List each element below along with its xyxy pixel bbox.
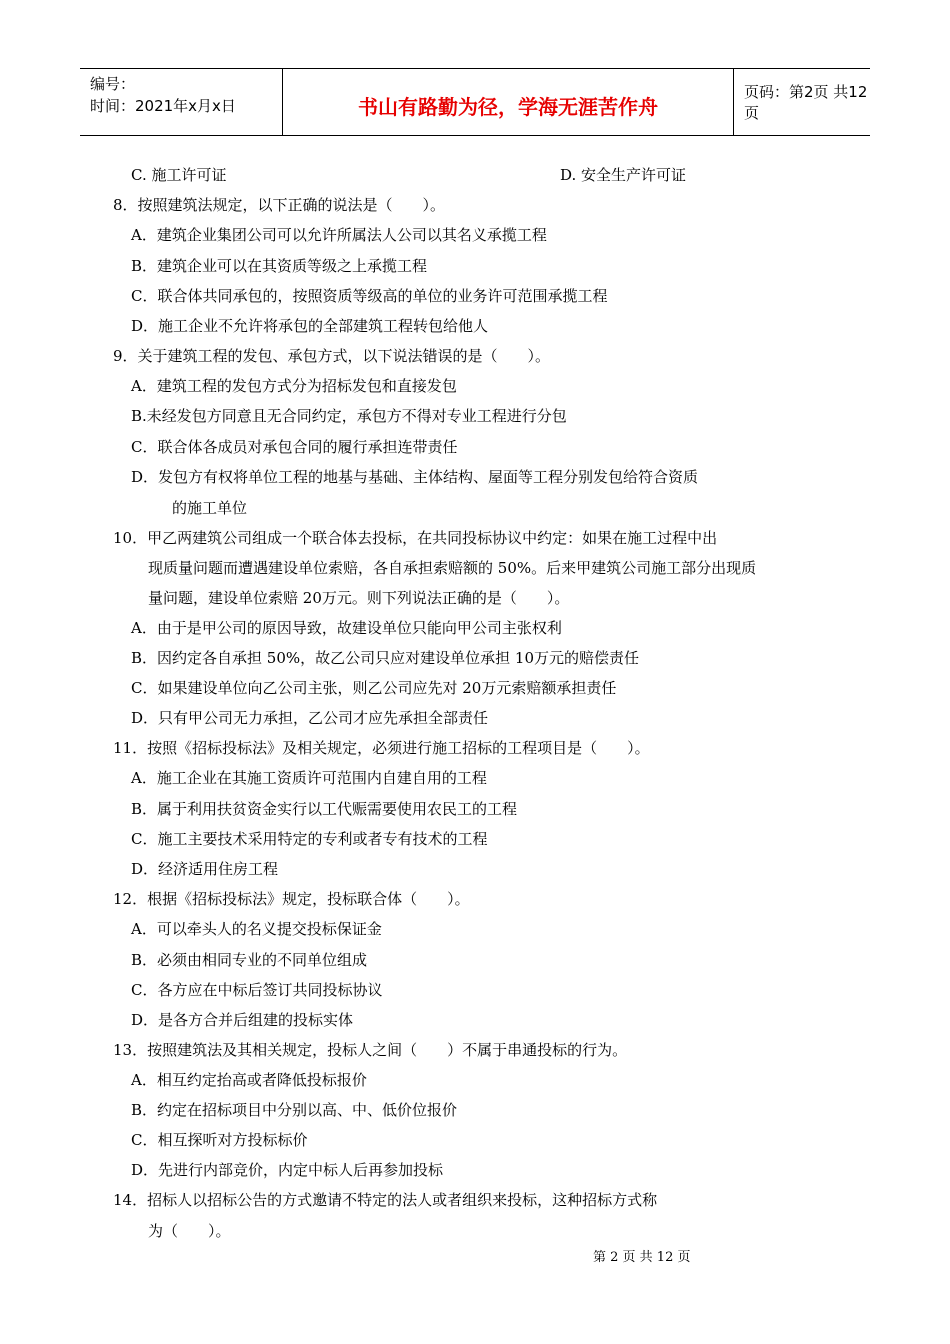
text-line: D．是各方合并后组建的投标实体	[131, 1011, 354, 1029]
text-line: D．先进行内部竞价，内定中标人后再参加投标	[131, 1161, 444, 1179]
text-line: C．施工主要技术采用特定的专利或者专有技术的工程	[131, 830, 488, 848]
text-line: 11．按照《招标投标法》及相关规定，必须进行施工招标的工程项目是（ ）。	[113, 739, 650, 757]
text-line: 量问题，建设单位索赔 20万元。则下列说法正确的是（ ）。	[148, 589, 570, 607]
text-line: A．建筑工程的发包方式分为招标发包和直接发包	[131, 377, 457, 395]
header-motto: 书山有路勤为径，学海无涯苦作舟	[282, 69, 734, 135]
text-line: D．只有甲公司无力承担，乙公司才应先承担全部责任	[131, 709, 489, 727]
text-line: D. 安全生产许可证	[560, 166, 687, 184]
text-line: C．联合体各成员对承包合同的履行承担连带责任	[131, 438, 458, 456]
text-line: 的施工单位	[172, 499, 248, 517]
text-line: 14．招标人以招标公告的方式邀请不特定的法人或者组织来投标，这种招标方式称	[113, 1191, 658, 1209]
text-line: A．施工企业在其施工资质许可范围内自建自用的工程	[131, 769, 487, 787]
text-line: A．可以牵头人的名义提交投标保证金	[131, 920, 382, 938]
text-line: C．联合体共同承包的，按照资质等级高的单位的业务许可范围承揽工程	[131, 287, 608, 305]
text-line: 10．甲乙两建筑公司组成一个联合体去投标，在共同投标协议中约定：如果在施工过程中出	[113, 529, 718, 547]
text-line: 12．根据《招标投标法》规定，投标联合体（ ）。	[113, 890, 470, 908]
document-header	[80, 68, 870, 136]
text-line: C．各方应在中标后签订共同投标协议	[131, 981, 383, 999]
text-line: B.未经发包方同意且无合同约定，承包方不得对专业工程进行分包	[131, 407, 567, 425]
text-line: D．经济适用住房工程	[131, 860, 279, 878]
text-line: D．施工企业不允许将承包的全部建筑工程转包给他人	[131, 317, 489, 335]
text-line: A．建筑企业集团公司可以允许所属法人公司以其名义承揽工程	[131, 226, 547, 244]
text-line: 现质量问题而遭遇建设单位索赔，各自承担索赔额的 50%。后来甲建筑公司施工部分出现质	[148, 559, 757, 577]
text-line: 9．关于建筑工程的发包、承包方式，以下说法错误的是（ ）。	[113, 347, 551, 365]
text-line: 为（ ）。	[148, 1222, 231, 1240]
text-line: C. 施工许可证	[131, 166, 227, 184]
header-page-number: 页码：第2页 共12页	[744, 83, 868, 122]
text-line: 8．按照建筑法规定，以下正确的说法是（ ）。	[113, 196, 446, 214]
text-line: C．如果建设单位向乙公司主张，则乙公司应先对 20万元索赔额承担责任	[131, 679, 617, 697]
text-line: A．由于是甲公司的原因导致，故建设单位只能向甲公司主张权利	[131, 619, 562, 637]
text-line: D．发包方有权将单位工程的地基与基础、主体结构、屋面等工程分别发包给符合资质	[131, 468, 699, 486]
text-line: B．约定在招标项目中分别以高、中、低价位报价	[131, 1101, 458, 1119]
header-meta	[80, 69, 282, 135]
text-line: B．属于利用扶贫资金实行以工代赈需要使用农民工的工程	[131, 800, 518, 818]
text-line: B．建筑企业可以在其资质等级之上承揽工程	[131, 257, 428, 275]
text-line: A．相互约定抬高或者降低投标报价	[131, 1071, 367, 1089]
text-line: B．必须由相同专业的不同单位组成	[131, 951, 368, 969]
text-line: B．因约定各自承担 50%，故乙公司只应对建设单位承担 10万元的赔偿责任	[131, 649, 639, 667]
text-line: 13．按照建筑法及其相关规定，投标人之间（ ）不属于串通投标的行为。	[113, 1041, 628, 1059]
page-footer: 第 2 页 共 12 页	[593, 1250, 691, 1265]
text-line: C．相互探听对方投标标价	[131, 1131, 308, 1149]
document-number-label: 编号：	[90, 75, 136, 93]
document-date: 时间：2021年x月x日	[90, 97, 236, 115]
